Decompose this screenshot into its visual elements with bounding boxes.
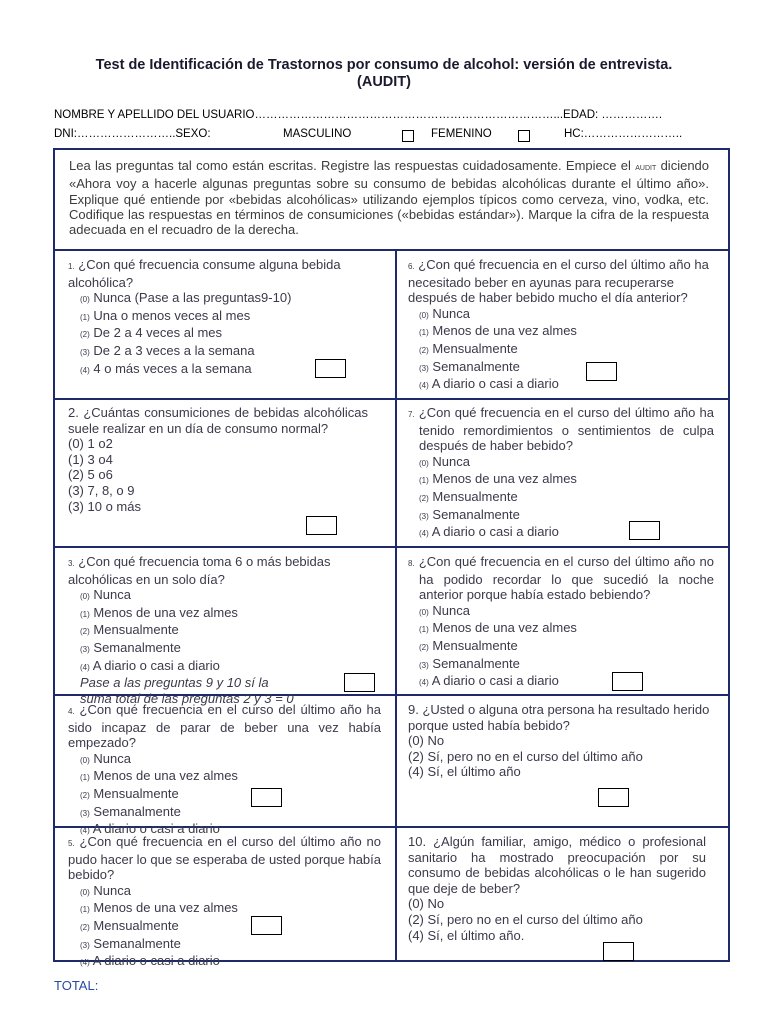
option-text: Mensualmente — [93, 917, 179, 933]
answer-box-q9[interactable] — [598, 788, 629, 807]
answer-option — [80, 290, 386, 308]
grid-column-divider — [395, 249, 397, 962]
option-text: Mensualmente — [432, 488, 518, 504]
option-code: (2) — [80, 627, 90, 637]
option-text: A diario o casi a diario — [431, 673, 559, 689]
option-text: A diario o casi a diario — [92, 953, 220, 969]
total-label: TOTAL: — [54, 978, 99, 993]
question-text: 9. ¿Usted o alguna otra persona ha resultado herido porque usted había bebido? — [408, 702, 710, 733]
answer-option — [419, 376, 714, 394]
option-text: Menos de una vez almes — [432, 323, 577, 339]
grid-divider — [53, 546, 730, 548]
option-text: A diario o casi a diario — [92, 657, 220, 673]
option-code: (0) — [80, 887, 90, 897]
option-text: Menos de una vez almes — [93, 604, 238, 620]
option-text: Menos de una vez almes — [432, 620, 577, 636]
answer-option: (2) 5 o6 — [68, 467, 113, 483]
option-code: (1) — [80, 609, 90, 619]
option-text: Una o menos veces al mes — [93, 307, 251, 323]
answer-option — [80, 640, 368, 658]
question-4 — [68, 702, 381, 839]
option-text: Nunca — [432, 305, 470, 321]
question-number: 4. — [68, 707, 75, 716]
option-text: Nunca — [432, 602, 470, 618]
answer-option: (3) 7, 8, o 9 — [68, 482, 135, 498]
question-text: ¿Con qué frecuencia toma 6 o más bebidas alcohólicas en un solo día? — [68, 554, 331, 587]
question-text: ¿Con qué frecuencia en el curso del último año ha necesitado beber en ayunas para recuperarse después de haber bebido mucho el día anterior? — [408, 257, 709, 306]
question-3 — [68, 554, 368, 706]
option-text: Semanalmente — [93, 639, 181, 655]
answer-option — [80, 900, 381, 918]
option-code: (3) — [80, 940, 90, 950]
answer-option: (4) Sí, el último año. — [408, 927, 525, 943]
option-code: (2) — [80, 330, 90, 340]
option-text: Nunca (Pase a las preguntas9-10) — [93, 290, 292, 306]
question-text: ¿Con qué frecuencia en el curso del último año no pudo hacer lo que se esperaba de usted porque había bebido? — [68, 834, 381, 883]
option-code: (4) — [80, 958, 90, 968]
option-code: (4) — [80, 826, 90, 836]
question-number: 5. — [68, 839, 75, 848]
answer-option — [80, 343, 386, 361]
answer-box-q10[interactable] — [603, 942, 634, 961]
instructions-text-2: diciendo «Ahora voy a hacerle algunas preguntas sobre su consumo de bebidas alcohólicas durante el último año». Explique qué entiende por «bebidas alcohólicas» utilizando ejemplos típicos como cerveza, vino, vodka, etc. Codifique las respuestas en términos de consumiciones («bebidas estándar»). Marque la cifra de la respuesta adecuada en el recuadro de la derecha. — [69, 158, 710, 238]
instructions — [69, 158, 709, 237]
option-text: A diario o casi a diario — [431, 524, 559, 540]
option-code: (0) — [419, 310, 429, 320]
question-text: ¿Con qué frecuencia en el curso del último año ha sido incapaz de parar de beber una vez había empezado? — [68, 702, 381, 751]
answer-option — [80, 953, 381, 971]
option-code: (3) — [80, 808, 90, 818]
question-number: 8. — [408, 559, 415, 568]
answer-option — [80, 308, 386, 326]
option-text: Nunca — [432, 453, 470, 469]
option-text: Semanalmente — [432, 655, 520, 671]
femenino-checkbox[interactable] — [518, 130, 530, 142]
answer-option — [419, 603, 714, 621]
option-code: (1) — [80, 773, 90, 783]
option-code: (1) — [419, 328, 429, 338]
answer-option — [80, 605, 368, 623]
answer-option — [80, 786, 381, 804]
option-text: Mensualmente — [432, 340, 518, 356]
answer-option — [419, 489, 714, 507]
option-text: Nunca — [93, 587, 131, 603]
option-text: De 2 a 4 veces al mes — [93, 325, 223, 341]
grid-divider — [53, 398, 730, 400]
answer-option — [419, 620, 714, 638]
instructions-text-1: Lea las preguntas tal como están escritas. Registre las respuestas cuidadosamente. Empiece el — [69, 158, 631, 173]
masculino-label: MASCULINO — [283, 128, 352, 140]
option-text: Menos de una vez almes — [93, 900, 238, 916]
answer-option — [80, 325, 386, 343]
name-age-line[interactable]: NOMBRE Y APELLIDO DEL USUARIO……………………………………………………………………...EDAD: ……………. — [54, 109, 663, 121]
title-line: Test de Identificación de Trastornos por consumo de alcohol: versión de entrevista. — [95, 57, 673, 73]
answer-option: (0) 1 o2 — [68, 436, 113, 452]
answer-option: (3) 10 o más — [68, 498, 141, 514]
option-text: Semanalmente — [432, 358, 520, 374]
option-code: (0) — [80, 592, 90, 602]
answer-option: (2) Sí, pero no en el curso del último año — [408, 748, 643, 764]
answer-option: (2) Sí, pero no en el curso del último año — [408, 911, 643, 927]
answer-option — [80, 587, 368, 605]
option-text: Mensualmente — [93, 622, 179, 638]
option-text: Semanalmente — [93, 935, 181, 951]
answer-option — [419, 306, 714, 324]
option-code: (4) — [419, 381, 429, 391]
option-code: (0) — [80, 295, 90, 305]
answer-option: (0) No — [408, 896, 445, 912]
femenino-label: FEMENINO — [431, 128, 492, 140]
option-code: (3) — [80, 347, 90, 357]
option-code: (2) — [80, 922, 90, 932]
answer-box-q7[interactable] — [629, 521, 660, 540]
question-8 — [408, 554, 714, 691]
question-text: ¿Con qué frecuencia en el curso del último año no ha podido recordar lo que sucedió la noche anterior porque había estado bebiendo? — [418, 554, 714, 603]
option-code: (2) — [419, 345, 429, 355]
option-text: Nunca — [93, 750, 131, 766]
answer-option — [419, 638, 714, 656]
option-text: Nunca — [93, 882, 131, 898]
option-code: (4) — [80, 662, 90, 672]
option-text: Menos de una vez almes — [432, 471, 577, 487]
answer-box-q1[interactable] — [315, 359, 346, 378]
answer-option — [419, 359, 714, 377]
question-6 — [408, 257, 714, 394]
answer-option — [419, 673, 714, 691]
option-code: (4) — [419, 529, 429, 539]
answer-option — [80, 804, 381, 822]
hc-field[interactable]: HC:…………………….. — [564, 128, 683, 140]
answer-option — [80, 918, 381, 936]
answer-option: (0) No — [408, 733, 445, 749]
option-text: Mensualmente — [432, 637, 518, 653]
form-title — [40, 57, 728, 91]
option-code: (4) — [419, 678, 429, 688]
answer-box-q8[interactable] — [612, 672, 643, 691]
grid-divider — [53, 249, 730, 251]
option-text: Semanalmente — [93, 803, 181, 819]
question-7 — [408, 405, 714, 542]
option-code: (0) — [419, 607, 429, 617]
option-code: (1) — [80, 905, 90, 915]
option-code: (3) — [419, 660, 429, 670]
option-text: Semanalmente — [432, 506, 520, 522]
option-code: (3) — [419, 511, 429, 521]
answer-option — [80, 658, 368, 676]
subtitle-line: (AUDIT) — [357, 74, 411, 90]
answer-option — [80, 768, 381, 786]
skip-instruction: suma total de las preguntas 2 y 3 = 0 — [80, 690, 294, 706]
option-code: (1) — [419, 476, 429, 486]
question-2 — [68, 405, 368, 514]
answer-option — [419, 524, 714, 542]
question-text: 2. ¿Cuántas consumiciones de bebidas alcohólicas suele realizar en un día de consumo normal? — [68, 405, 368, 436]
answer-option — [419, 471, 714, 489]
answer-box-q6[interactable] — [586, 362, 617, 381]
question-number: 1. — [68, 262, 75, 271]
answer-box-q2[interactable] — [306, 516, 337, 535]
masculino-checkbox[interactable] — [402, 130, 414, 142]
question-number: 6. — [408, 262, 415, 271]
option-code: (0) — [80, 755, 90, 765]
answer-option: (1) 3 o4 — [68, 451, 113, 467]
answer-option — [80, 622, 368, 640]
question-text: ¿Con qué frecuencia en el curso del último año ha tenido remordimientos o sentimientos de culpa después de haber bebido? — [418, 405, 714, 454]
question-5 — [68, 834, 381, 971]
answer-option — [80, 936, 381, 954]
answer-option — [419, 656, 714, 674]
question-text: ¿Con qué frecuencia consume alguna bebida alcohólica? — [68, 257, 341, 290]
option-code: (4) — [80, 365, 90, 375]
option-text: 4 o más veces a la semana — [93, 360, 252, 376]
answer-option — [419, 507, 714, 525]
option-text: De 2 a 3 veces a la semana — [93, 342, 255, 358]
option-code: (1) — [80, 312, 90, 322]
question-10 — [408, 834, 706, 943]
answer-box-q4[interactable] — [251, 788, 282, 807]
instructions-audit-small: AUDIT — [635, 165, 657, 172]
option-text: A diario o casi a diario — [92, 821, 220, 837]
question-number: 7. — [408, 410, 415, 419]
question-text: 10. ¿Algún familiar, amigo, médico o profesional sanitario ha mostrado preocupación por su consumo de bebidas alcohólicas o le han sugerido que deje de beber? — [408, 834, 706, 896]
question-9 — [408, 702, 722, 780]
option-code: (3) — [80, 644, 90, 654]
answer-option — [419, 323, 714, 341]
skip-instruction: Pase a las preguntas 9 y 10 sí la — [80, 675, 269, 691]
option-code: (2) — [419, 493, 429, 503]
answer-option — [419, 341, 714, 359]
answer-box-q5[interactable] — [251, 916, 282, 935]
question-number: 3. — [68, 559, 75, 568]
option-code: (0) — [419, 458, 429, 468]
dni-sex-label[interactable]: DNI:……………………..SEXO: — [54, 128, 211, 140]
answer-option — [419, 454, 714, 472]
option-code: (3) — [419, 363, 429, 373]
answer-box-q3[interactable] — [344, 673, 375, 692]
answer-option: (4) Sí, el último año — [408, 764, 521, 780]
option-text: Mensualmente — [93, 785, 179, 801]
option-code: (2) — [419, 642, 429, 652]
answer-option — [80, 883, 381, 901]
answer-option — [80, 751, 381, 769]
option-code: (2) — [80, 790, 90, 800]
option-code: (1) — [419, 625, 429, 635]
option-text: Menos de una vez almes — [93, 768, 238, 784]
option-text: A diario o casi a diario — [431, 376, 559, 392]
